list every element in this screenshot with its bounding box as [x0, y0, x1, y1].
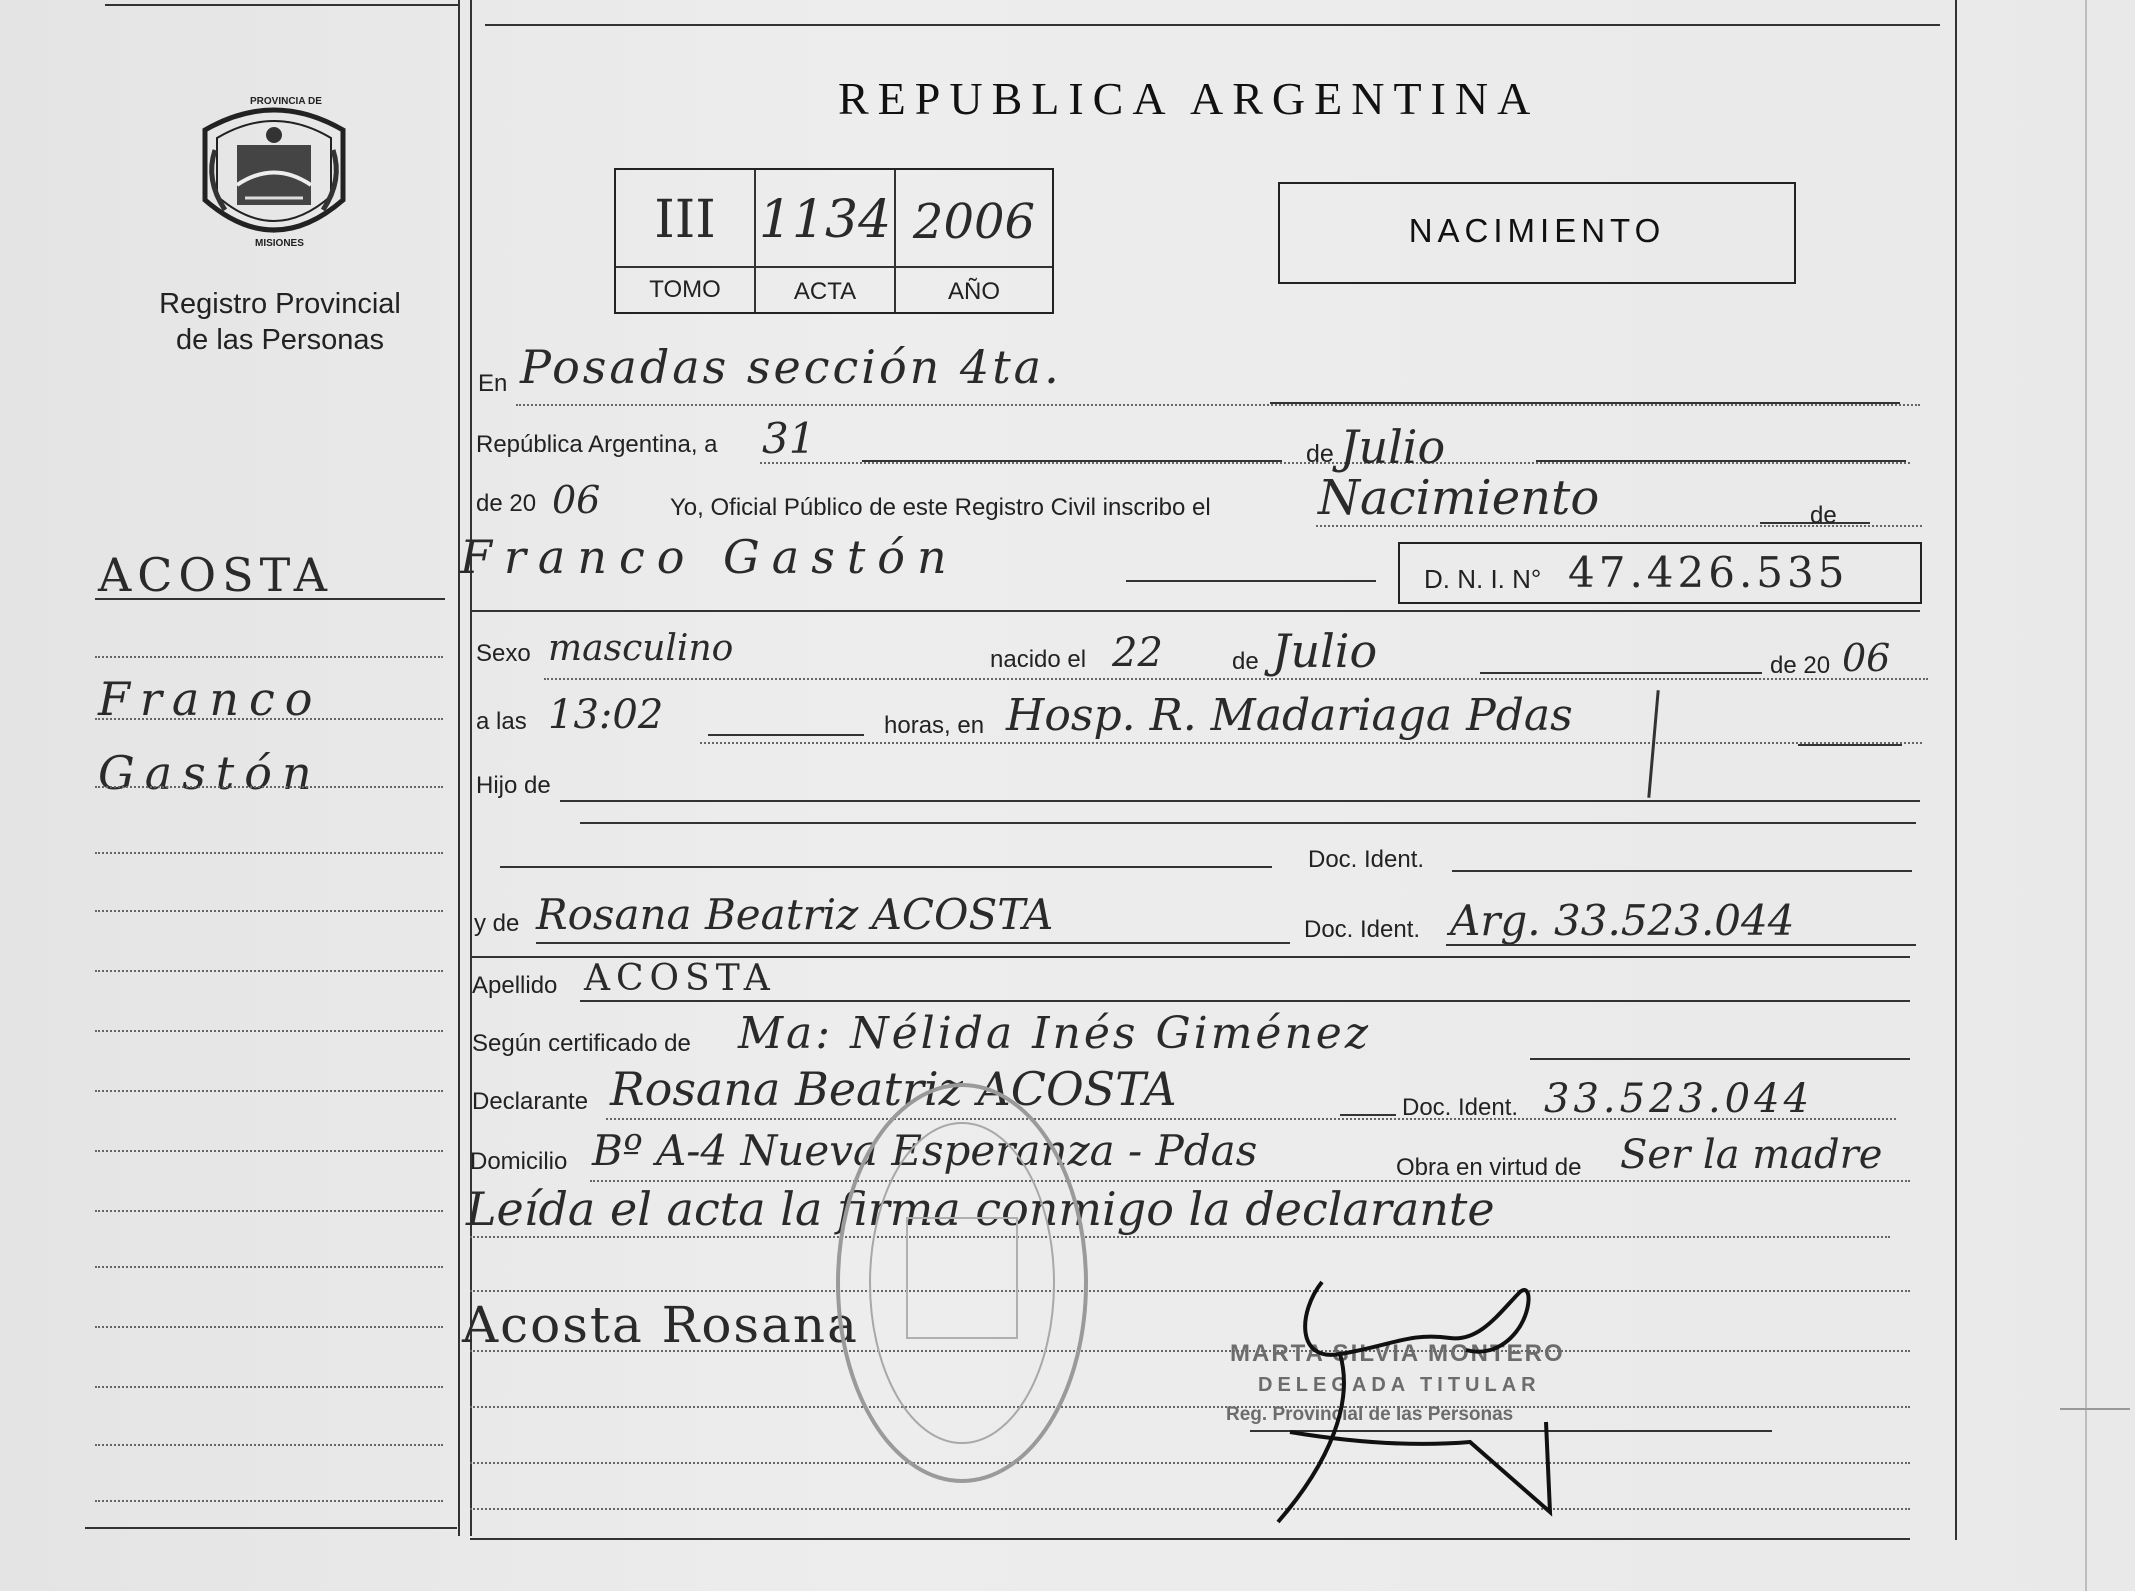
seal-text-top: PROVINCIA DE	[250, 96, 322, 107]
obra-value: Ser la madre	[1620, 1132, 1883, 1178]
child-name: Franco Gastón	[460, 530, 959, 584]
form-bottom-rule	[470, 1538, 1910, 1540]
child-name-rule	[1126, 580, 1376, 582]
lectura-dotline	[470, 1236, 1890, 1238]
year-value: 06	[552, 478, 601, 522]
table-row-divider	[616, 266, 1052, 268]
inscribo-dotline	[1316, 525, 1922, 527]
day-rule	[862, 460, 1282, 462]
birth-year-prefix: de 20	[1770, 652, 1831, 679]
tomo-value: III	[654, 190, 716, 250]
apellido-value: ACOSTA	[584, 958, 776, 999]
declarante-label: Declarante	[472, 1088, 589, 1115]
name-section-rule	[470, 610, 1920, 612]
dni-box	[1398, 542, 1922, 604]
act-type-box	[1278, 182, 1796, 284]
place-stroke-mark	[1647, 690, 1659, 798]
segun-rule	[1530, 1058, 1910, 1060]
inscribo-value: Nacimiento	[1318, 470, 1600, 526]
birth-year-value: 06	[1842, 636, 1891, 680]
blank-dotline	[470, 1462, 1910, 1464]
sidebar-dotline	[95, 1500, 443, 1502]
day-value: 31	[762, 414, 816, 463]
day-dotline	[760, 462, 1910, 464]
year-prefix: de 20	[476, 490, 537, 517]
mother-name-rule	[536, 942, 1290, 944]
place-dotline	[700, 742, 1922, 744]
registry-name-line2: de las Personas	[176, 324, 384, 356]
officer-signature-icon	[1270, 1272, 1600, 1534]
segun-label: Según certificado de	[472, 1030, 691, 1057]
country-title: REPUBLICA ARGENTINA	[838, 73, 1540, 124]
doc-ident-label-1: Doc. Ident.	[1308, 846, 1425, 873]
sidebar-given-name-line1: Franco	[98, 672, 323, 726]
blank-dotline	[470, 1406, 1910, 1408]
top-rule-left	[105, 4, 460, 6]
mother-doc: Arg. 33.523.044	[1450, 896, 1795, 945]
sidebar-dotline	[95, 1444, 443, 1446]
father-name-rule	[500, 866, 1272, 868]
blank-dotline	[470, 1290, 1910, 1292]
birth-day: 22	[1112, 630, 1163, 676]
sidebar-dotline	[95, 1090, 443, 1092]
month-value: Julio	[1340, 420, 1446, 474]
month-rule	[1536, 460, 1906, 462]
lectura-value: Leída el acta la firma conmigo la declarante	[466, 1182, 1495, 1236]
doc-ident-label-2: Doc. Ident.	[1304, 916, 1421, 943]
sidebar-surname-rule	[95, 598, 445, 600]
sidebar-given-name-line2: Gastón	[98, 746, 322, 800]
registry-name-line1: Registro Provincial	[159, 288, 401, 320]
sidebar-dotline	[95, 1210, 443, 1212]
time-rule	[708, 734, 864, 736]
registry-table	[614, 168, 1054, 314]
act-type-label: NACIMIENTO	[1408, 212, 1666, 249]
sidebar-dotline	[95, 1030, 443, 1032]
sidebar-dotline	[95, 852, 443, 854]
nacido-label: nacido el	[990, 646, 1087, 673]
registry-round-stamp-icon	[832, 1078, 1092, 1488]
left-bottom-rule	[85, 1527, 457, 1529]
hijo-rule	[560, 800, 1920, 802]
domicilio-label: Domicilio	[470, 1148, 568, 1175]
ano-label: AÑO	[947, 278, 1000, 305]
sidebar-dotline	[95, 1326, 443, 1328]
officer-office-stamp: Reg. Provincial de las Personas	[1226, 1404, 1514, 1425]
ano-value: 2006	[912, 194, 1036, 250]
page-edge-shadow	[2085, 0, 2087, 1591]
de-label-1: de	[1306, 440, 1334, 468]
sidebar-dotline	[95, 1266, 443, 1268]
time-value: 13:02	[548, 692, 664, 738]
sidebar-dotline	[95, 910, 443, 912]
declarante-doc: 33.523.044	[1544, 1076, 1814, 1122]
a-las-label: a las	[476, 708, 527, 735]
place-rule	[1798, 744, 1902, 746]
sidebar-dotline	[95, 1386, 443, 1388]
sidebar-dotline	[95, 656, 443, 658]
left-column-border	[458, 0, 460, 1536]
seal-text-bottom: MISIONES	[255, 238, 304, 249]
hijo-label: Hijo de	[476, 772, 551, 799]
acta-value: 1134	[758, 190, 892, 250]
edge-mark	[2060, 1408, 2130, 1410]
sidebar-dotline	[95, 718, 443, 720]
en-value: Posadas sección 4ta.	[520, 340, 1062, 394]
declarante-value: Rosana Beatriz ACOSTA	[610, 1062, 1177, 1116]
sidebar-dotline	[95, 970, 443, 972]
y-de-label: y de	[474, 910, 520, 937]
mother-doc-rule	[1446, 944, 1916, 946]
birth-month: Julio	[1272, 624, 1378, 678]
en-dotline	[516, 404, 1920, 406]
domicilio-value: Bº A-4 Nueva Esperanza - Pdas	[592, 1126, 1258, 1175]
blank-dotline	[470, 1508, 1910, 1510]
en-label: En	[478, 370, 508, 397]
form-right-border	[1955, 0, 1957, 1540]
apellido-rule	[580, 1000, 1910, 1002]
officer-name-stamp: MARTA SILVIA MONTERO	[1230, 1340, 1565, 1367]
de-label-3: de	[1232, 648, 1259, 675]
signature-dotline	[470, 1350, 1910, 1352]
sidebar-dotline	[95, 786, 443, 788]
de-label-2: de	[1810, 502, 1837, 529]
misiones-seal-icon	[195, 90, 353, 255]
birth-month-rule	[1480, 672, 1762, 674]
sexo-value: masculino	[548, 628, 734, 669]
acta-label: ACTA	[793, 278, 857, 305]
tomo-label: TOMO	[649, 276, 721, 303]
mother-name: Rosana Beatriz ACOSTA	[536, 890, 1054, 939]
declarante-dotline	[606, 1118, 1896, 1120]
horas-label: horas, en	[884, 712, 985, 739]
father-doc-rule	[1452, 870, 1912, 872]
inscribo-label: Yo, Oficial Público de este Registro Civil inscribo el	[670, 494, 1211, 521]
segun-value: Ma: Nélida Inés Giménez	[738, 1008, 1372, 1059]
declarante-rule	[1340, 1114, 1396, 1116]
sexo-label: Sexo	[476, 640, 531, 667]
hijo-rule-2	[580, 822, 1916, 824]
sidebar-dotline	[95, 1150, 443, 1152]
place-value: Hosp. R. Madariaga Pdas	[1006, 690, 1573, 741]
apellido-label: Apellido	[472, 972, 558, 999]
en-rule	[1270, 402, 1900, 404]
sidebar-surname: ACOSTA	[98, 548, 334, 602]
top-rule-right	[485, 24, 1940, 26]
dni-value: 47.426.535	[1568, 548, 1849, 597]
republica-label: República Argentina, a	[476, 431, 718, 458]
dni-label: D. N. I. N°	[1424, 564, 1542, 594]
officer-title-stamp: DELEGADA TITULAR	[1258, 1374, 1541, 1396]
sexo-dotline	[544, 678, 1928, 680]
declarant-signature: Acosta Rosana	[462, 1296, 859, 1354]
doc-ident-label-3: Doc. Ident.	[1402, 1094, 1519, 1121]
obra-label: Obra en virtud de	[1396, 1154, 1582, 1181]
